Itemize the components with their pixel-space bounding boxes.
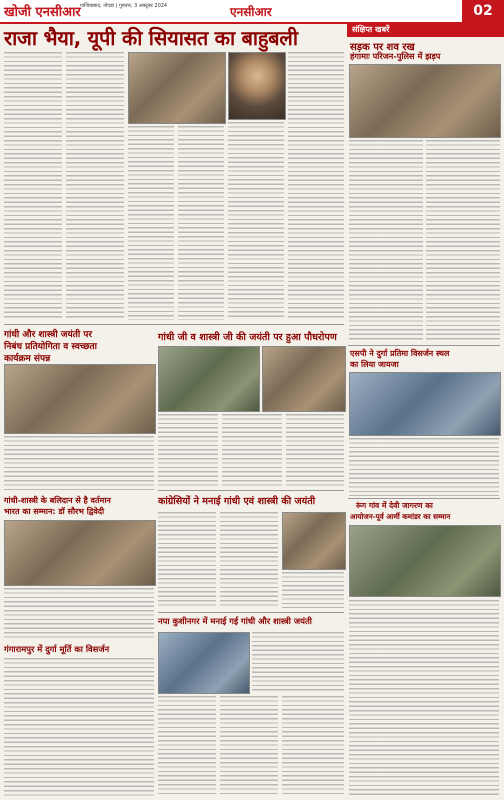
sidebar-story2-headline-1: एसपी ने दुर्गा प्रतिमा विसर्जन स्थल: [350, 349, 450, 358]
newspaper-brand: खोजी एनसीआर: [4, 5, 81, 20]
sidebar-story3-headline-2: आयोजन-पूर्व आर्मी कमांडर का सम्मान: [350, 512, 451, 521]
paudharopan-photo-1: [158, 346, 260, 412]
ganga-headline: गंगारामपुर में दुर्गा मूर्ति का विसर्जन: [4, 644, 110, 654]
lead-article-column-4: [178, 126, 224, 320]
napa-column-1: [252, 632, 344, 692]
nibandh-headline-3: कार्यक्रम संपन्न: [4, 354, 51, 364]
lead-article-column-5: [228, 122, 284, 320]
ganga-column: [4, 658, 154, 796]
paudharopan-column-2: [222, 414, 282, 486]
paudharopan-column-1: [158, 414, 218, 486]
sidebar-story2-headline-2: का लिया जायजा: [350, 360, 399, 369]
bhaarat-headline-1: गांधी-शास्त्री के बलिदान से है वर्तमान: [4, 496, 111, 505]
sidebar-story1-headline-1: सड़क पर शव रख: [350, 42, 415, 53]
sidebar-story1-headline-2: हंगामाः परिजन-पुलिस में झड़प: [350, 51, 441, 61]
lead-article-column-1: [4, 52, 62, 320]
sidebar-story1-photo: [349, 64, 501, 138]
napa-photo: [158, 632, 250, 694]
bhaarat-photo: [4, 520, 156, 586]
napa-column-3: [220, 696, 278, 796]
lead-headline: राजा भैया, यूपी की सियासत का बाहुबली: [4, 26, 298, 50]
sidebar-story2-column: [349, 438, 499, 496]
lead-article-column-2: [66, 52, 124, 320]
nibandh-photo: [4, 364, 156, 434]
congress-column-3: [282, 572, 344, 608]
paudharopan-column-3: [286, 414, 344, 486]
sidebar-story3-headline-1: रूंग गांव में देवी जागरण का: [356, 501, 433, 510]
nibandh-headline-1: गांधी और शास्त्री जयंती पर: [4, 330, 93, 340]
bhaarat-headline-2: भारत का सम्मान: डॉ सौरभ द्विवेदी: [4, 507, 105, 516]
congress-headline: कांग्रेसियों ने मनाई गांधी एवं शास्त्री की जयंती: [158, 496, 316, 507]
masthead: [0, 0, 504, 24]
congress-column-2: [220, 512, 278, 608]
sidebar-story1-column-2: [426, 140, 500, 342]
sidebar-story2-photo: [349, 372, 501, 436]
lead-article-column-6: [288, 52, 344, 320]
section-divider: [4, 324, 344, 325]
sidebar-divider-2: [348, 498, 500, 499]
napa-headline: नपा कुशीनगर में मनाई गई गांधी और शास्त्री जयंती: [158, 616, 312, 626]
nibandh-headline-2: निबंध प्रतियोगिता व स्वच्छता: [4, 342, 97, 352]
sidebar-title: संक्षिप्त खबरें: [352, 25, 390, 34]
dateline-line-1: गाजियाबाद, नोएडा | गुरुवार, 3 अक्टूबर 2024: [80, 3, 168, 9]
paudharopan-headline: गांधी जी व शास्त्री जी की जयंती पर हुआ पौधरोपण: [158, 332, 337, 343]
lead-portrait-photo: [228, 52, 286, 120]
dateline: [80, 3, 167, 10]
congress-column-1: [158, 512, 216, 608]
bhaarat-column: [4, 588, 154, 640]
middle-divider-1: [158, 490, 344, 491]
middle-divider-2: [158, 612, 344, 613]
napa-column-4: [282, 696, 344, 796]
congress-photo: [282, 512, 346, 570]
napa-column-2: [158, 696, 216, 796]
sidebar-story3-column: [349, 600, 499, 796]
section-tag: एनसीआर: [230, 5, 272, 19]
sidebar-divider-1: [348, 345, 500, 346]
lead-photo: [128, 52, 226, 124]
paudharopan-photo-2: [262, 346, 346, 412]
lead-article-column-3: [128, 126, 174, 320]
page-number: 02: [462, 0, 504, 22]
sidebar-story1-column-1: [349, 140, 423, 342]
sidebar-story3-photo: [349, 525, 501, 597]
nibandh-column: [4, 436, 154, 492]
